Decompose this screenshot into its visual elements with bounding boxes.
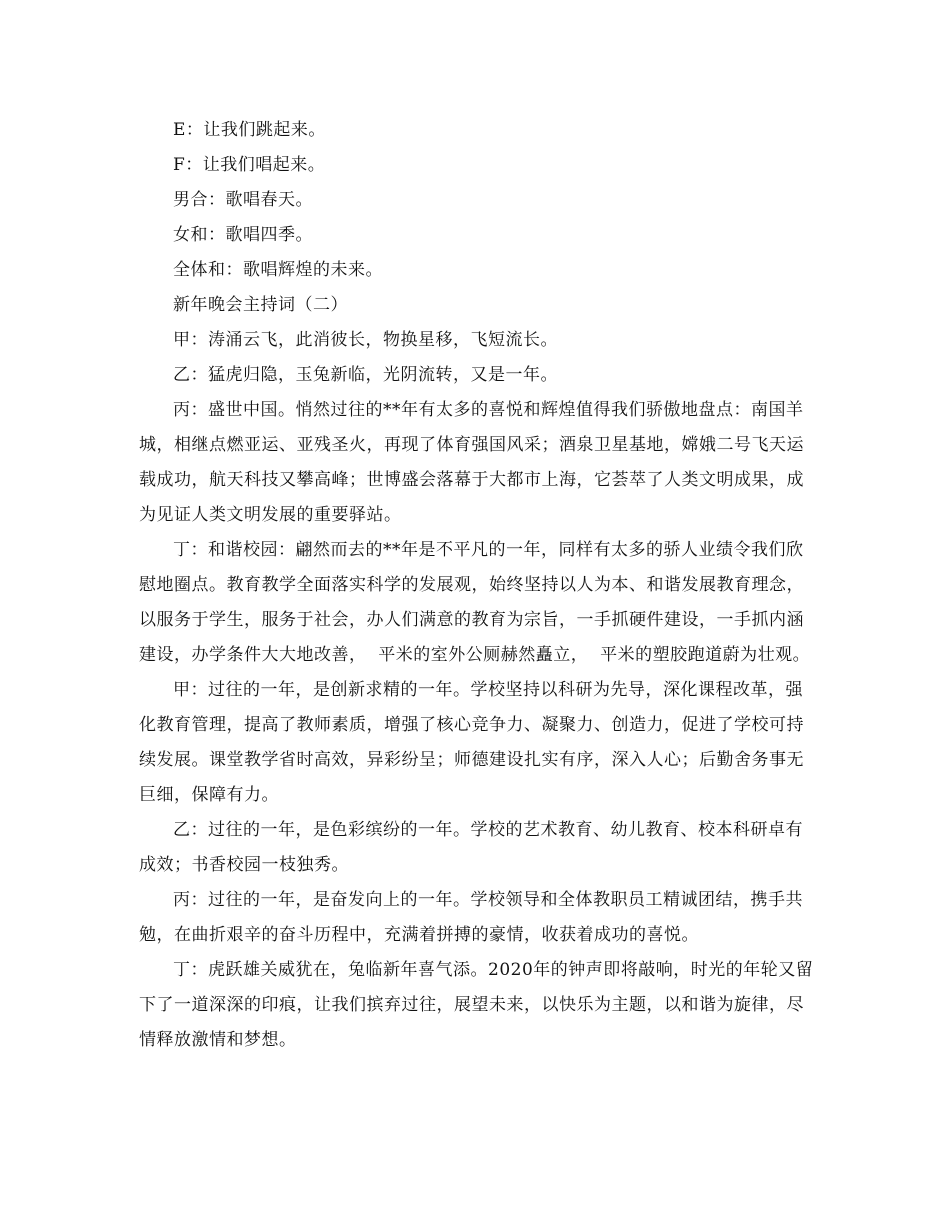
paragraph-jia-1: 甲：涛涌云飞，此消彼长，物换星移，飞短流长。 [173,330,558,350]
paragraph-ding-2: 丁：虎跃雄关威犹在，兔临新年喜气添。2020年的钟声即将敲响，时光的年轮又留下了一道深深的印痕，让我们摈弃过往，展望未来，以快乐为主题，以和谐为旋律，尽情释放激情和梦想。 [139,960,814,1050]
paragraph-male-chorus: 男合：歌唱春天。 [173,190,313,210]
section-heading: 新年晚会主持词（二） [173,295,348,315]
paragraph-all-chorus: 全体和：歌唱辉煌的未来。 [173,260,383,280]
paragraph-female-chorus: 女和：歌唱四季。 [173,225,313,245]
paragraph-bing-2: 丙：过往的一年，是奋发向上的一年。学校领导和全体教职员工精诚团结，携手共勉，在曲折艰辛的奋斗历程中，充满着拼搏的豪情，收获着成功的喜悦。 [139,890,803,945]
paragraph-yi-2: 乙：过往的一年，是色彩缤纷的一年。学校的艺术教育、幼儿教育、校本科研卓有成效；书香校园一枝独秀。 [139,820,803,875]
paragraph-line-f: F：让我们唱起来。 [173,155,326,175]
paragraph-line-e: E：让我们跳起来。 [173,120,326,140]
paragraph-jia-2: 甲：过往的一年，是创新求精的一年。学校坚持以科研为先导，深化课程改革，强化教育管理，提高了教师素质，增强了核心竞争力、凝聚力、创造力，促进了学校可持续发展。课堂教学省时高效，异彩纷呈；师德建设扎实有序，深入人心；后勤舍务事无巨细，保障有力。 [139,680,804,805]
paragraph-bing-1: 丙：盛世中国。悄然过往的**年有太多的喜悦和辉煌值得我们骄傲地盘点：南国羊城，相继点燃亚运、亚残圣火，再现了体育强国风采；酒泉卫星基地，嫦娥二号飞天运载成功，航天科技又攀高峰；世博盛会落幕于大都市上海，它荟萃了人类文明成果，成为见证人类文明发展的重要驿站。 [139,400,804,525]
paragraph-yi-1: 乙：猛虎归隐，玉兔新临，光阴流转，又是一年。 [173,365,558,385]
paragraph-ding-1: 丁：和谐校园：翩然而去的**年是不平凡的一年，同样有太多的骄人业绩令我们欣慰地圈点。教育教学全面落实科学的发展观，始终坚持以人为本、和谐发展教育理念，以服务于学生，服务于社会，办人们满意的教育为宗旨，一手抓硬件建设，一手抓内涵建设，办学条件大大地改善， 平米的室外公厕赫然矗立， 平米的塑胶跑道蔚为壮观。 [139,540,811,665]
